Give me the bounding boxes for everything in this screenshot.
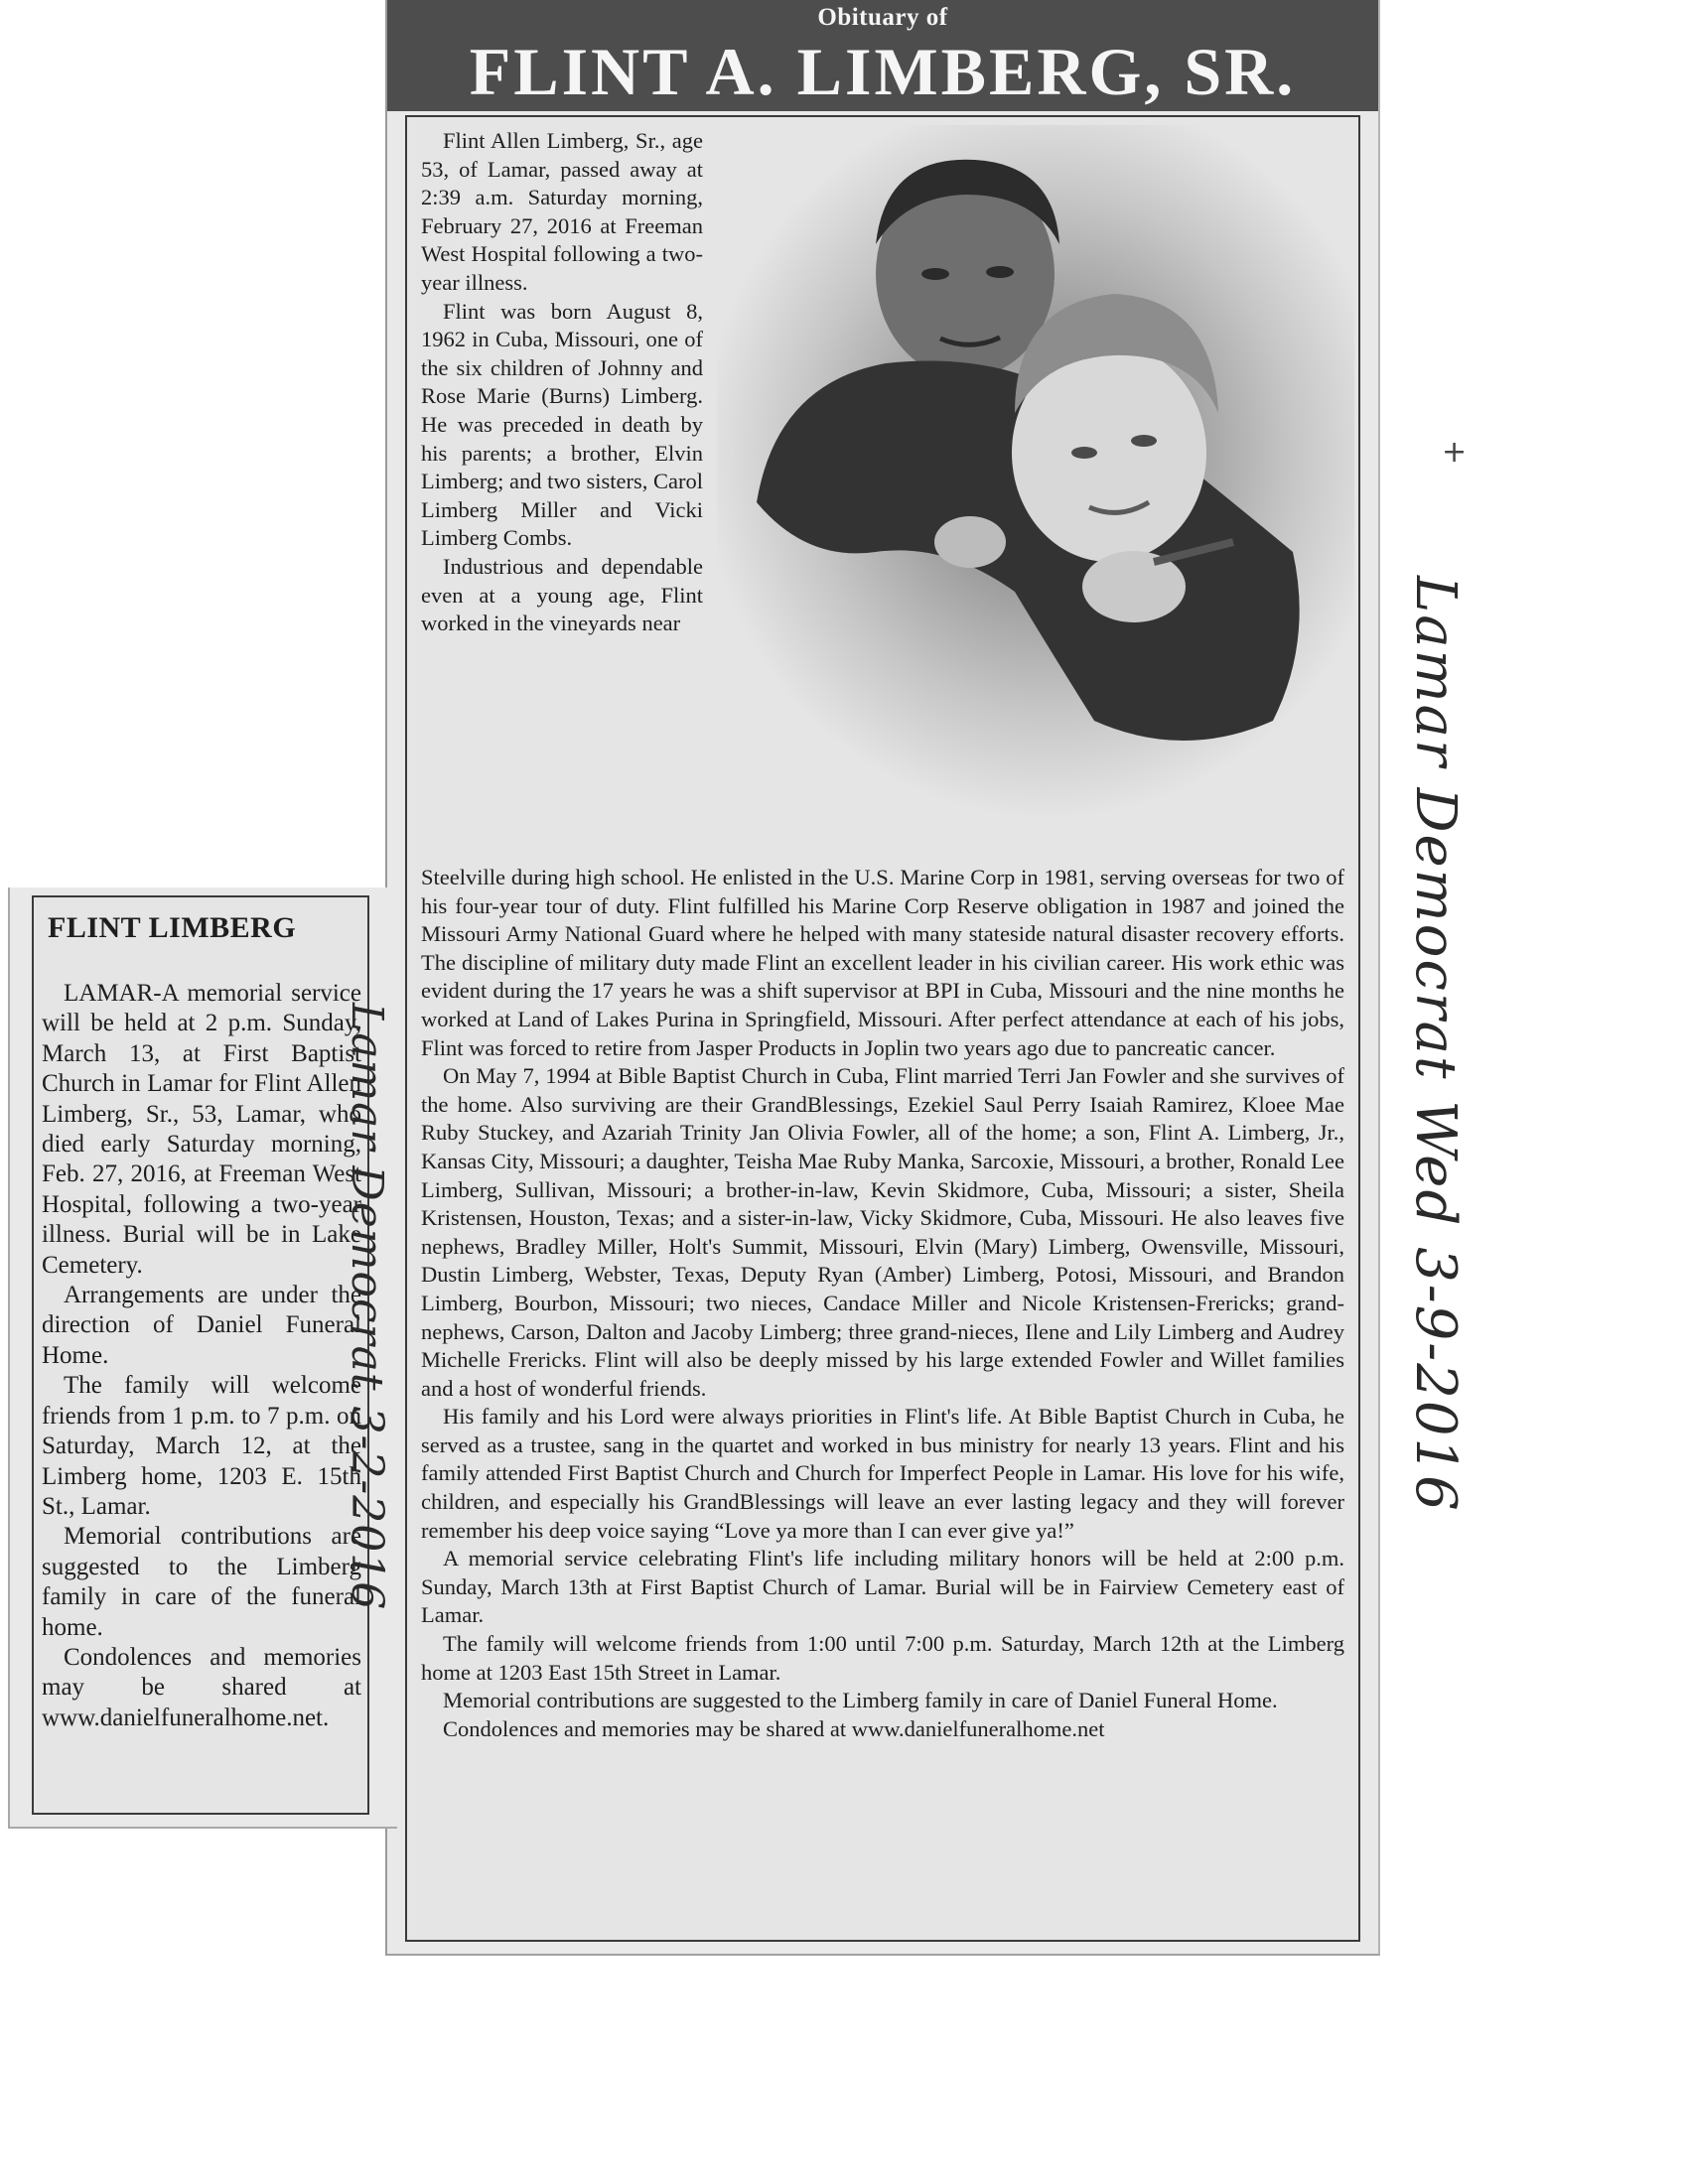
handwritten-note-right: Lamar Democrat Wed 3-9-2016 <box>1403 576 1468 1513</box>
obituary-paragraph: The family will welcome friends from 1:00 until 7:00 p.m. Saturday, March 12th at the Limberg home at 1203 East 15th Street in Lamar. <box>421 1631 1344 1685</box>
short-notice-clipping <box>8 887 397 1829</box>
obituary-of-label: Obituary of <box>817 4 948 31</box>
obituary-paragraph: Flint was born August 8, 1962 in Cuba, Missouri, one of the six children of Johnny and Rose Marie (Burns) Limberg. He was preceded in death by his parents; a brother, Elvin Limberg; and two sisters, Carol Limberg Miller and Vicki Limberg Combs. <box>421 298 703 551</box>
handwritten-note-left: Lamar Democrat 3-2-2016 <box>342 1003 392 1611</box>
obituary-paragraph: Flint Allen Limberg, Sr., age 53, of Lamar, passed away at 2:39 a.m. Saturday morning, February 27, 2016 at Freeman West Hospital following a two-year illness. <box>421 128 703 295</box>
obituary-wide-column <box>421 864 1344 1743</box>
plus-mark: + <box>1442 435 1468 470</box>
short-notice-body <box>42 979 361 1733</box>
notice-paragraph: Arrangements are under the direction of Daniel Funeral Home. <box>42 1282 361 1369</box>
notice-paragraph: LAMAR-A memorial service will be held at 2 p.m. Sunday, March 13, at First Baptist Church in Lamar for Flint Allen Limberg, Sr., 53, Lamar, who died early Saturday morning, Feb. 27, 2016, at Freeman West Hospital, following a two-year illness. Burial will be in Lake Cemetery. <box>42 980 361 1279</box>
short-notice-title: FLINT LIMBERG <box>48 911 297 944</box>
obituary-paragraph: Industrious and dependable even at a young age, Flint worked in the vineyards near <box>421 553 703 636</box>
notice-paragraph: Memorial contributions are suggested to the Limberg family in care of the funeral home. <box>42 1523 361 1641</box>
short-notice-box <box>32 895 369 1815</box>
notice-paragraph: The family will welcome friends from 1 p.m. to 7 p.m. on Saturday, March 12, at the Limberg home, 1203 E. 15th St., Lamar. <box>42 1372 361 1520</box>
obituary-main-clipping <box>385 0 1380 1956</box>
obituary-name-title: FLINT A. LIMBERG, SR. <box>469 34 1297 109</box>
obituary-paragraph: A memorial service celebrating Flint's life including military honors will be held at 2:00 p.m. Sunday, March 13th at First Baptist Church of Lamar. Burial will be in Fairview Cemetery east of Lamar. <box>421 1546 1344 1628</box>
couple-photo <box>717 125 1354 840</box>
obituary-paragraph: Memorial contributions are suggested to the Limberg family in care of Daniel Funeral Home. <box>443 1688 1278 1713</box>
obituary-paragraph: Condolences and memories may be shared at www.danielfuneralhome.net <box>443 1715 1105 1741</box>
obituary-narrow-column <box>421 127 703 638</box>
obituary-paragraph: On May 7, 1994 at Bible Baptist Church in Cuba, Flint married Terri Jan Fowler and she survives of the home. Also surviving are their GrandBlessings, Ezekiel Saul Perry Isaiah Ramirez, Kloee Mae Ruby Stuckey, and Azariah Trinity Jan Olivia Fowler, all of the home; a son, Flint A. Limberg, Jr., Kansas City, Missouri; a daughter, Teisha Mae Ruby Manka, Sarcoxie, Missouri, a brother, Ronald Lee Limberg, Sullivan, Missouri; a brother-in-law, Kevin Skidmore, Cuba, Missouri; a sister, Sheila Kristensen, Houston, Texas; and a sister-in-law, Vicky Skidmore, Cuba, Missouri. He also leaves five nephews, Bradley Miller, Holt's Summit, Missouri, Elvin (Mary) Limberg, Owensville, Missouri, Dustin Limberg, Webster, Texas, Deputy Ryan (Amber) Limberg, Potosi, Missouri, and Brandon Limberg, Bourbon, Missouri; two nieces, Candace Miller and Nicole Kristensen-Frericks; grand-nephews, Carson, Dalton and Jacoby Limberg; three grand-nieces, Ilene and Lily Limberg and Audrey Michelle Frericks. Flint will also be deeply missed by his large extended Fowler and Willet families and a host of wonderful friends. <box>421 1063 1344 1401</box>
obituary-paragraph: Steelville during high school. He enlisted in the U.S. Marine Corp in 1981, serving overseas for two of his four-year tour of duty. Flint fulfilled his Marine Corp Reserve obligation in 1987 and joined the Missouri Army National Guard where he helped with many stateside natural disaster recovery efforts. The discipline of military duty made Flint an excellent leader in his civilian career. His work ethic was evident during the 17 years he was a shift supervisor at BPI in Cuba, Missouri and the nine months he worked at Land of Lakes Purina in Springfield, Missouri. After perfect attendance at each of his jobs, Flint was forced to retire from Jasper Products in Joplin two years ago due to pancreatic cancer. <box>421 865 1344 1060</box>
obituary-header <box>387 0 1378 111</box>
notice-paragraph: Condolences and memories may be shared at www.danielfuneralhome.net. <box>42 1643 361 1731</box>
obituary-paragraph: His family and his Lord were always priorities in Flint's life. At Bible Baptist Church in Cuba, he served as a trustee, sang in the quartet and worked in bus ministry for nearly 13 years. Flint and his family attended First Baptist Church and Church for Imperfect People in Lamar. His love for his wife, children, and especially his GrandBlessings will leave an ever lasting legacy and they will forever remember his deep voice saying “Love ya more than I can ever give ya!” <box>421 1404 1344 1543</box>
obituary-body-box <box>405 115 1360 1942</box>
